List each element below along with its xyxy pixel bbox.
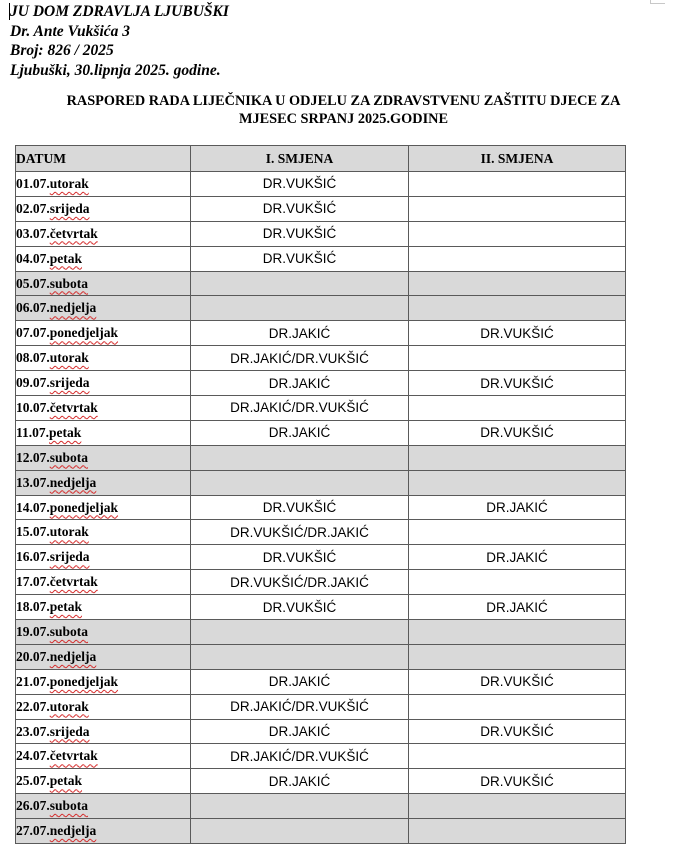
table-header-row (16, 146, 626, 172)
row-weekday: subota (49, 275, 89, 291)
table-row (16, 495, 626, 520)
row-shift-2: DR.VUKŠIĆ (409, 321, 626, 346)
row-date-cell (16, 221, 191, 246)
schedule-body (16, 172, 626, 844)
table-row (16, 719, 626, 744)
row-date: 21.07. (16, 673, 50, 689)
row-shift-2 (409, 196, 626, 221)
row-weekday: srijeda (49, 723, 90, 739)
row-shift-2 (409, 221, 626, 246)
row-shift-2: DR.VUKŠIĆ (409, 420, 626, 445)
row-shift-2 (409, 445, 626, 470)
row-shift-1: DR.VUKŠIĆ (191, 172, 409, 197)
column-header-shift-1: I. SMJENA (191, 146, 409, 172)
row-date: 25.07. (16, 773, 50, 789)
row-date: 01.07. (16, 175, 50, 191)
row-shift-1: DR.VUKŠIĆ/DR.JAKIĆ (191, 520, 409, 545)
row-date: 27.07. (16, 823, 50, 839)
row-shift-2: DR.VUKŠIĆ (409, 769, 626, 794)
table-row (16, 396, 626, 421)
table-row (16, 819, 626, 844)
title-line-2: MJESEC SRPANJ 2025.GODINE (238, 111, 449, 127)
row-date-cell (16, 595, 191, 620)
row-weekday: nedjelja (49, 823, 97, 839)
row-date: 07.07. (16, 325, 50, 341)
row-weekday: utorak (49, 524, 89, 540)
row-shift-2: DR.VUKŠIĆ (409, 719, 626, 744)
row-date: 22.07. (16, 698, 50, 714)
table-row (16, 620, 626, 645)
row-shift-2 (409, 246, 626, 271)
row-date-cell (16, 271, 191, 296)
row-date-cell (16, 346, 191, 371)
row-shift-2: DR.JAKIĆ (409, 595, 626, 620)
row-date: 14.07. (16, 499, 50, 515)
row-date: 16.07. (16, 549, 50, 565)
row-weekday: četvrtak (49, 574, 98, 590)
table-row (16, 470, 626, 495)
row-date-cell (16, 744, 191, 769)
row-weekday: subota (49, 798, 89, 814)
row-shift-1: DR.JAKIĆ (191, 769, 409, 794)
table-row (16, 346, 626, 371)
table-row (16, 694, 626, 719)
row-weekday: nedjelja (49, 648, 97, 664)
row-shift-2 (409, 744, 626, 769)
row-weekday: četvrtak (49, 225, 98, 241)
row-date: 20.07. (16, 648, 50, 664)
column-header-date: DATUM (16, 146, 191, 172)
row-weekday: četvrtak (49, 399, 98, 415)
row-date-cell (16, 694, 191, 719)
row-shift-2 (409, 570, 626, 595)
row-shift-1: DR.JAKIĆ (191, 321, 409, 346)
row-date: 19.07. (16, 623, 50, 639)
row-weekday: petak (49, 773, 83, 789)
row-weekday: ponedjeljak (49, 499, 119, 515)
row-date-cell (16, 545, 191, 570)
row-shift-1: DR.JAKIĆ/DR.VUKŠIĆ (191, 396, 409, 421)
row-date-cell (16, 669, 191, 694)
row-date: 17.07. (16, 574, 50, 590)
row-weekday: petak (49, 599, 83, 615)
organization-address: Dr. Ante Vukšića 3 (10, 22, 131, 40)
table-row (16, 769, 626, 794)
row-date-cell (16, 570, 191, 595)
row-date-cell (16, 321, 191, 346)
table-row (16, 172, 626, 197)
row-date-cell (16, 819, 191, 844)
row-shift-1: DR.JAKIĆ (191, 719, 409, 744)
row-shift-1: DR.JAKIĆ (191, 420, 409, 445)
row-shift-1: DR.JAKIĆ/DR.VUKŠIĆ (191, 744, 409, 769)
document-header (10, 2, 229, 80)
row-weekday: srijeda (49, 375, 90, 391)
row-date: 24.07. (16, 748, 50, 764)
row-date-cell (16, 445, 191, 470)
table-row (16, 271, 626, 296)
row-weekday: utorak (49, 175, 89, 191)
organization-name: JU DOM ZDRAVLJA LJUBUŠKI (10, 3, 229, 20)
row-shift-1: DR.JAKIĆ (191, 669, 409, 694)
table-row (16, 595, 626, 620)
row-shift-2 (409, 644, 626, 669)
row-shift-1 (191, 620, 409, 645)
row-date-cell (16, 520, 191, 545)
table-row (16, 371, 626, 396)
row-shift-2 (409, 819, 626, 844)
row-date: 04.07. (16, 250, 50, 266)
table-row (16, 420, 626, 445)
row-date: 02.07. (16, 200, 50, 216)
row-date-cell (16, 620, 191, 645)
row-shift-2 (409, 470, 626, 495)
row-weekday: subota (49, 449, 89, 465)
row-weekday: četvrtak (49, 748, 98, 764)
row-shift-1 (191, 271, 409, 296)
row-shift-2: DR.VUKŠIĆ (409, 371, 626, 396)
page-corner-mark (650, 0, 665, 4)
row-shift-2 (409, 620, 626, 645)
row-weekday: nedjelja (49, 300, 97, 316)
row-date: 18.07. (16, 599, 50, 615)
row-date-cell (16, 769, 191, 794)
row-shift-1: DR.JAKIĆ (191, 371, 409, 396)
row-date-cell (16, 246, 191, 271)
row-date-cell (16, 495, 191, 520)
table-row (16, 321, 626, 346)
table-row (16, 545, 626, 570)
row-date: 09.07. (16, 375, 50, 391)
row-date: 12.07. (16, 449, 50, 465)
row-weekday: srijeda (49, 200, 90, 216)
row-date: 15.07. (16, 524, 50, 540)
row-date: 05.07. (16, 275, 50, 291)
row-shift-1 (191, 445, 409, 470)
row-weekday: subota (49, 623, 89, 639)
row-date: 06.07. (16, 300, 50, 316)
row-shift-1: DR.VUKŠIĆ (191, 495, 409, 520)
row-shift-2 (409, 520, 626, 545)
row-date-cell (16, 794, 191, 819)
row-weekday: utorak (49, 698, 89, 714)
row-date-cell (16, 296, 191, 321)
row-date-cell (16, 420, 191, 445)
row-shift-1: DR.JAKIĆ/DR.VUKŠIĆ (191, 694, 409, 719)
row-date: 11.07. (16, 424, 50, 440)
table-row (16, 221, 626, 246)
row-date: 26.07. (16, 798, 50, 814)
row-shift-1 (191, 470, 409, 495)
row-weekday: srijeda (49, 549, 90, 565)
row-date: 10.07. (16, 399, 50, 415)
row-shift-2 (409, 271, 626, 296)
table-row (16, 744, 626, 769)
row-date-cell (16, 196, 191, 221)
table-row (16, 196, 626, 221)
table-row (16, 794, 626, 819)
row-shift-1: DR.VUKŠIĆ (191, 595, 409, 620)
document-title (0, 92, 687, 128)
row-date: 13.07. (16, 474, 50, 490)
row-weekday: petak (49, 424, 82, 440)
row-date-cell (16, 172, 191, 197)
row-date-cell (16, 396, 191, 421)
row-date-cell (16, 470, 191, 495)
row-date-cell (16, 371, 191, 396)
row-date: 23.07. (16, 723, 50, 739)
table-row (16, 520, 626, 545)
row-shift-1 (191, 819, 409, 844)
row-shift-1: DR.VUKŠIĆ (191, 246, 409, 271)
row-shift-2 (409, 794, 626, 819)
row-date-cell (16, 644, 191, 669)
document-number: Broj: 826 / 2025 (10, 42, 114, 59)
row-shift-1: DR.VUKŠIĆ (191, 196, 409, 221)
row-shift-2 (409, 396, 626, 421)
row-shift-2: DR.JAKIĆ (409, 545, 626, 570)
row-shift-1: DR.VUKŠIĆ (191, 221, 409, 246)
table-row (16, 644, 626, 669)
column-header-shift-2: II. SMJENA (409, 146, 626, 172)
table-row (16, 669, 626, 694)
row-shift-1: DR.VUKŠIĆ (191, 545, 409, 570)
table-row (16, 246, 626, 271)
schedule-table (15, 145, 626, 844)
row-shift-2 (409, 296, 626, 321)
title-line-1: RASPORED RADA LIJEČNIKA U ODJELU ZA ZDRAVSTVENU ZAŠTITU DJECE ZA (66, 93, 621, 109)
row-shift-1: DR.JAKIĆ/DR.VUKŠIĆ (191, 346, 409, 371)
row-shift-2 (409, 346, 626, 371)
row-weekday: petak (49, 250, 83, 266)
table-row (16, 445, 626, 470)
row-date: 08.07. (16, 350, 50, 366)
row-date-cell (16, 719, 191, 744)
row-shift-2: DR.JAKIĆ (409, 495, 626, 520)
row-shift-1 (191, 794, 409, 819)
document-date-place: Ljubuški, 30.lipnja 2025. godine. (10, 61, 221, 79)
row-weekday: ponedjeljak (49, 673, 119, 689)
row-weekday: nedjelja (49, 474, 97, 490)
row-shift-2: DR.VUKŠIĆ (409, 669, 626, 694)
row-date: 03.07. (16, 225, 50, 241)
row-shift-1 (191, 644, 409, 669)
table-row (16, 296, 626, 321)
row-shift-1: DR.VUKŠIĆ/DR.JAKIĆ (191, 570, 409, 595)
table-row (16, 570, 626, 595)
row-shift-2 (409, 694, 626, 719)
row-weekday: utorak (49, 350, 89, 366)
row-shift-2 (409, 172, 626, 197)
row-weekday: ponedjeljak (49, 325, 119, 341)
row-shift-1 (191, 296, 409, 321)
